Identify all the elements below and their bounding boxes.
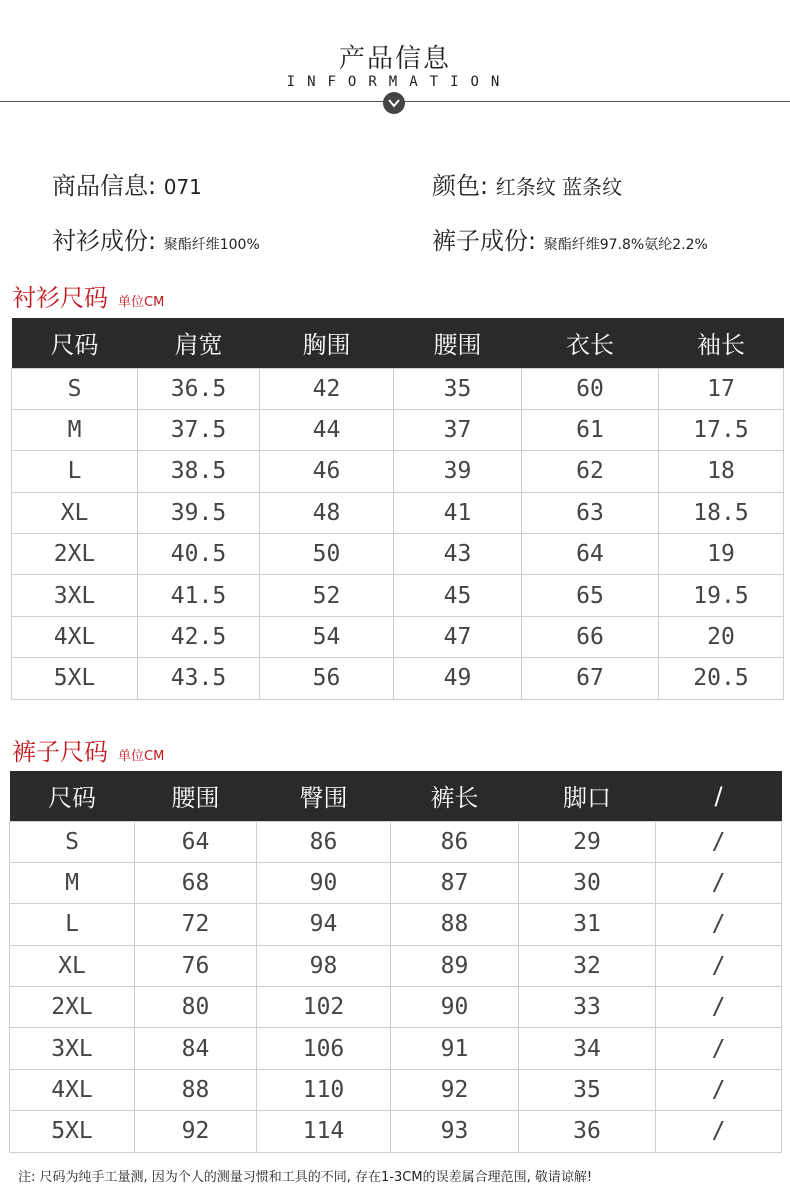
table-cell: 41 <box>394 492 522 533</box>
table-cell: 30 <box>519 862 656 903</box>
shirt-material-value: 聚酯纤维100% <box>163 237 260 253</box>
table-cell: 102 <box>257 987 391 1028</box>
table-cell: 29 <box>519 821 656 862</box>
table-cell: 64 <box>135 821 257 862</box>
table-cell: 68 <box>135 862 257 903</box>
table-cell: 48 <box>260 492 394 533</box>
table-cell: 37.5 <box>138 409 260 450</box>
table-cell: 63 <box>522 492 659 533</box>
table-cell: 106 <box>257 1028 391 1069</box>
table-cell: 5XL <box>10 1111 135 1152</box>
color-info <box>432 166 622 201</box>
shirt-size-heading <box>12 278 164 313</box>
pants-material-value: 聚酯纤维97.8%氨纶2.2% <box>543 237 708 253</box>
table-cell: 47 <box>394 616 522 657</box>
table-row <box>10 1028 782 1069</box>
table-header-row <box>10 771 782 821</box>
column-header: 尺码 <box>10 771 135 821</box>
table-cell: 46 <box>260 451 394 492</box>
table-cell: / <box>656 987 782 1028</box>
table-cell: 56 <box>260 658 394 699</box>
shirt-size-table <box>11 318 784 700</box>
table-cell: 90 <box>391 987 519 1028</box>
product-label: 商品信息: <box>52 172 157 200</box>
table-cell: 44 <box>260 409 394 450</box>
table-cell: S <box>10 821 135 862</box>
table-cell: 32 <box>519 945 656 986</box>
table-cell: 43 <box>394 534 522 575</box>
table-cell: / <box>656 1028 782 1069</box>
table-cell: 20.5 <box>659 658 784 699</box>
table-cell: 31 <box>519 904 656 945</box>
table-row <box>10 987 782 1028</box>
table-cell: XL <box>12 492 138 533</box>
table-cell: 3XL <box>12 575 138 616</box>
table-cell: M <box>10 862 135 903</box>
table-cell: 80 <box>135 987 257 1028</box>
table-cell: L <box>10 904 135 945</box>
table-cell: 92 <box>391 1069 519 1110</box>
pants-size-unit: 单位CM <box>118 749 165 764</box>
table-cell: 90 <box>257 862 391 903</box>
column-header: 腰围 <box>135 771 257 821</box>
table-cell: 42.5 <box>138 616 260 657</box>
table-cell: 91 <box>391 1028 519 1069</box>
table-cell: 35 <box>519 1069 656 1110</box>
table-cell: 86 <box>257 821 391 862</box>
table-cell: 87 <box>391 862 519 903</box>
table-header-row <box>12 318 784 368</box>
table-cell: 114 <box>257 1111 391 1152</box>
table-cell: / <box>656 945 782 986</box>
measurement-note: 注: 尺码为纯手工量测, 因为个人的测量习惯和工具的不同, 存在1-3CM的误差属合理范围, 敬请谅解! <box>18 1170 593 1185</box>
table-cell: 86 <box>391 821 519 862</box>
color-value: 红条纹 蓝条纹 <box>495 175 623 199</box>
table-cell: 34 <box>519 1028 656 1069</box>
column-header: 臀围 <box>257 771 391 821</box>
table-cell: 17 <box>659 368 784 409</box>
table-cell: / <box>656 821 782 862</box>
table-cell: 18 <box>659 451 784 492</box>
table-cell: XL <box>10 945 135 986</box>
product-info <box>52 166 202 201</box>
table-row <box>10 821 782 862</box>
table-row <box>12 575 784 616</box>
column-header: 袖长 <box>659 318 784 368</box>
product-value: 071 <box>163 175 202 199</box>
table-cell: 39 <box>394 451 522 492</box>
table-row <box>12 368 784 409</box>
table-cell: 19.5 <box>659 575 784 616</box>
table-cell: 2XL <box>10 987 135 1028</box>
table-cell: 45 <box>394 575 522 616</box>
page-subtitle: INFORMATION <box>286 74 512 90</box>
table-cell: 41.5 <box>138 575 260 616</box>
table-cell: / <box>656 862 782 903</box>
table-cell: 2XL <box>12 534 138 575</box>
table-cell: 4XL <box>12 616 138 657</box>
table-cell: 49 <box>394 658 522 699</box>
color-label: 颜色: <box>432 172 489 200</box>
chevron-down-icon <box>383 92 405 114</box>
column-header: 肩宽 <box>138 318 260 368</box>
table-cell: 64 <box>522 534 659 575</box>
table-cell: 76 <box>135 945 257 986</box>
table-cell: 84 <box>135 1028 257 1069</box>
table-row <box>10 862 782 903</box>
table-row <box>10 1069 782 1110</box>
table-cell: 93 <box>391 1111 519 1152</box>
table-cell: 92 <box>135 1111 257 1152</box>
shirt-size-title: 衬衫尺码 <box>12 284 108 312</box>
pants-size-heading <box>12 732 164 767</box>
table-row <box>10 945 782 986</box>
table-cell: 18.5 <box>659 492 784 533</box>
table-row <box>10 904 782 945</box>
table-cell: 110 <box>257 1069 391 1110</box>
column-header: 衣长 <box>522 318 659 368</box>
column-header: 尺码 <box>12 318 138 368</box>
column-header: / <box>656 771 782 821</box>
table-row <box>12 492 784 533</box>
table-cell: 61 <box>522 409 659 450</box>
column-header: 腰围 <box>394 318 522 368</box>
table-cell: 65 <box>522 575 659 616</box>
table-cell: 42 <box>260 368 394 409</box>
table-row <box>12 409 784 450</box>
table-cell: 35 <box>394 368 522 409</box>
table-cell: 3XL <box>10 1028 135 1069</box>
column-header: 裤长 <box>391 771 519 821</box>
table-cell: S <box>12 368 138 409</box>
table-cell: 33 <box>519 987 656 1028</box>
table-cell: / <box>656 1111 782 1152</box>
table-cell: 36.5 <box>138 368 260 409</box>
table-cell: 43.5 <box>138 658 260 699</box>
table-cell: 72 <box>135 904 257 945</box>
column-header: 脚口 <box>519 771 656 821</box>
table-cell: M <box>12 409 138 450</box>
column-header: 胸围 <box>260 318 394 368</box>
table-cell: 50 <box>260 534 394 575</box>
table-cell: 39.5 <box>138 492 260 533</box>
table-cell: 4XL <box>10 1069 135 1110</box>
table-cell: 89 <box>391 945 519 986</box>
table-cell: 88 <box>135 1069 257 1110</box>
table-row <box>12 658 784 699</box>
table-cell: 62 <box>522 451 659 492</box>
table-cell: 17.5 <box>659 409 784 450</box>
table-cell: 88 <box>391 904 519 945</box>
table-cell: 19 <box>659 534 784 575</box>
table-cell: / <box>656 904 782 945</box>
table-cell: 54 <box>260 616 394 657</box>
table-row <box>12 451 784 492</box>
table-row <box>12 534 784 575</box>
table-cell: 66 <box>522 616 659 657</box>
table-cell: 94 <box>257 904 391 945</box>
pants-size-table <box>9 771 782 1153</box>
table-cell: 5XL <box>12 658 138 699</box>
pants-material-label: 裤子成份: <box>432 227 537 255</box>
table-cell: 20 <box>659 616 784 657</box>
table-cell: / <box>656 1069 782 1110</box>
table-cell: 67 <box>522 658 659 699</box>
shirt-material-info <box>52 221 260 256</box>
shirt-material-label: 衬衫成份: <box>52 227 157 255</box>
table-row <box>12 616 784 657</box>
table-cell: 98 <box>257 945 391 986</box>
table-cell: 40.5 <box>138 534 260 575</box>
table-cell: L <box>12 451 138 492</box>
table-cell: 52 <box>260 575 394 616</box>
page-title: 产品信息 <box>338 44 451 74</box>
table-cell: 37 <box>394 409 522 450</box>
table-cell: 60 <box>522 368 659 409</box>
table-row <box>10 1111 782 1152</box>
pants-size-title: 裤子尺码 <box>12 738 108 766</box>
pants-material-info <box>432 221 708 256</box>
table-cell: 36 <box>519 1111 656 1152</box>
shirt-size-unit: 单位CM <box>118 295 165 310</box>
table-cell: 38.5 <box>138 451 260 492</box>
